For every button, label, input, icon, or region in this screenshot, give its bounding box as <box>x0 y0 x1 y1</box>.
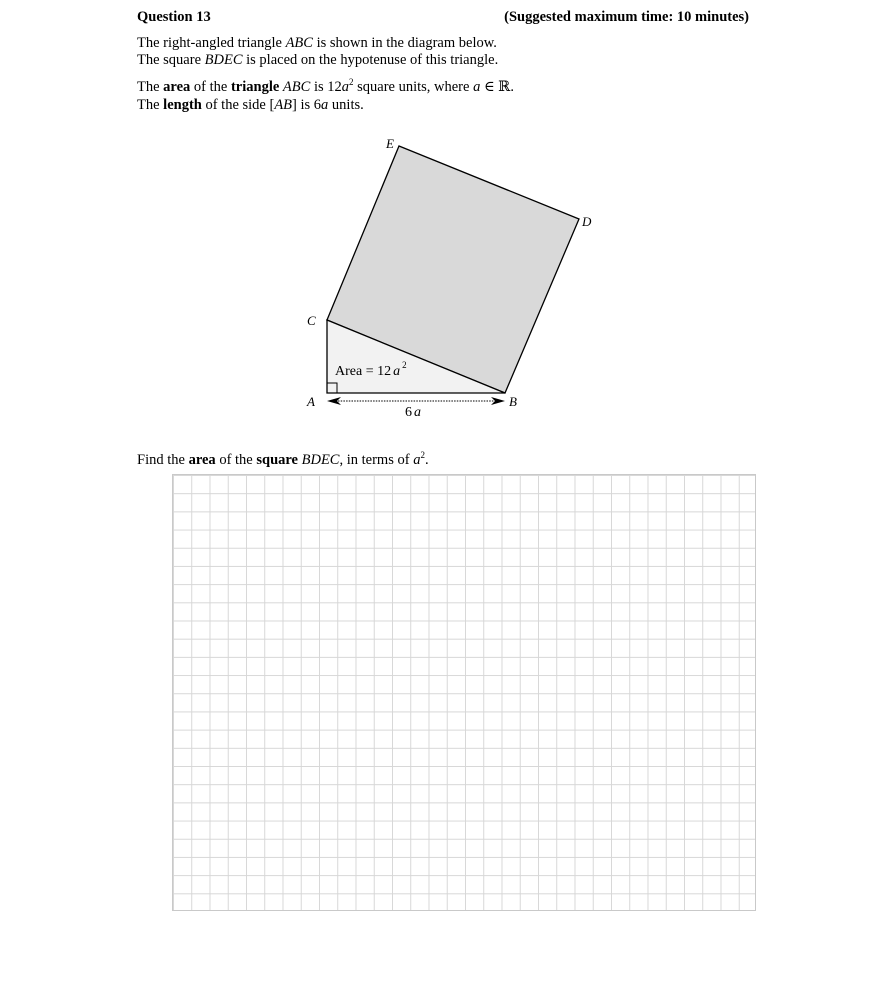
math-var: BDEC <box>301 452 340 468</box>
bold-text: triangle <box>230 79 280 95</box>
question-prompt <box>137 452 429 469</box>
text: The square <box>137 52 205 68</box>
exponent: 2 <box>420 450 425 461</box>
suggested-time: (Suggested maximum time: 10 minutes) <box>504 9 749 25</box>
math-var: a <box>341 79 349 95</box>
text: The <box>137 97 164 113</box>
text: The right-angled triangle <box>137 35 286 51</box>
text: , in terms of <box>339 452 414 468</box>
text: The <box>137 79 164 95</box>
text: is 12 <box>310 79 342 95</box>
text: is placed on the hypotenuse of this triangle. <box>242 52 499 68</box>
vertex-label-d: D <box>582 214 592 229</box>
text: square units, where <box>353 79 474 95</box>
math-var: a <box>473 79 481 95</box>
side-ab-label: 6 a <box>405 405 421 420</box>
bold-text: square <box>256 452 298 468</box>
vertex-label-c: C <box>307 313 316 328</box>
math-var: AB <box>274 97 293 113</box>
math-var: a <box>413 452 421 468</box>
bold-text: area <box>188 452 216 468</box>
text: is shown in the diagram below. <box>312 35 497 51</box>
math-var: ABC <box>282 79 311 95</box>
math-var: a <box>321 97 329 113</box>
vertex-label-a: A <box>307 394 315 409</box>
bold-text: length <box>163 97 202 113</box>
answer-grid[interactable] <box>172 474 756 911</box>
text: ∈ ℝ. <box>480 79 514 95</box>
text: . <box>424 452 429 468</box>
math-var: BDEC <box>204 52 243 68</box>
area-label: Area = 12 a $^2$ <box>335 360 407 379</box>
side-ab-dimension-arrow <box>327 397 505 405</box>
vertex-label-e: E <box>386 136 394 151</box>
triangle-square-diagram <box>0 0 892 440</box>
text: Find the <box>137 452 189 468</box>
text: of the <box>190 79 231 95</box>
vertex-label-b: B <box>509 394 517 409</box>
text: of the side [ <box>201 97 275 113</box>
exponent: 2 <box>348 77 354 88</box>
bold-text: area <box>163 79 191 95</box>
text: of the <box>215 452 257 468</box>
math-var: ABC <box>285 35 313 51</box>
text: ] is 6 <box>292 97 322 113</box>
text: units. <box>328 97 364 113</box>
question-number: Question 13 <box>137 9 211 25</box>
